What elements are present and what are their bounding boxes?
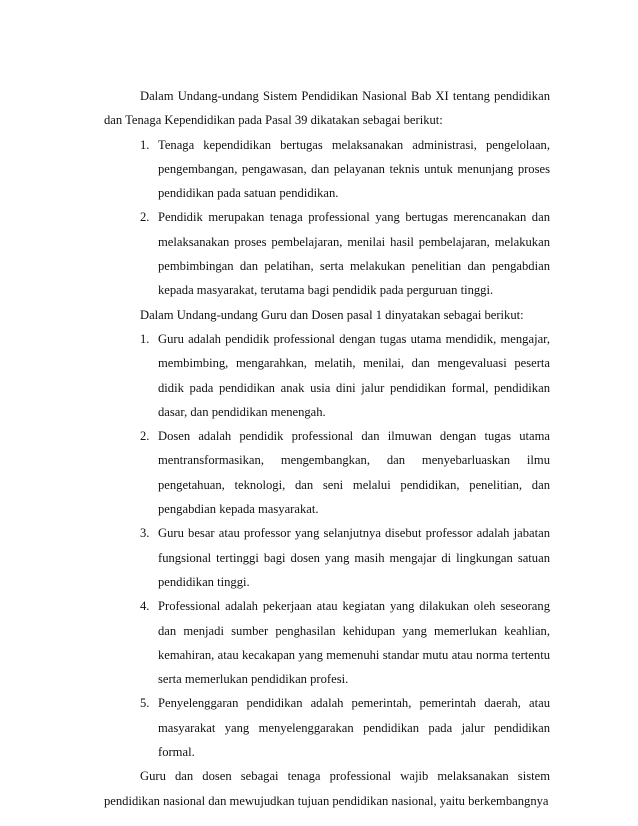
list-text: Professional adalah pekerjaan atau kegiatan yang dilakukan oleh seseorang dan menjadi sumber penghasilan kehidupan yang memerlukan keahlian, kemahiran, atau kecakapan yang memenuhi standar mutu atau norma tertentu serta memerlukan pendidikan profesi. bbox=[158, 599, 550, 687]
document-page bbox=[104, 84, 550, 813]
list-number: 1. bbox=[140, 137, 150, 152]
list-number: 2. bbox=[140, 210, 150, 225]
list-text: Guru besar atau professor yang selanjutnya disebut professor adalah jabatan fungsional tertinggi bagi dosen yang masih mengajar di lingkungan satuan pendidikan tinggi. bbox=[158, 526, 550, 589]
list-text: Pendidik merupakan tenaga professional yang bertugas merencanakan dan melaksanakan proses pembelajaran, menilai hasil pembelajaran, melakukan pembimbingan dan pelatihan, serta melakukan penelitian dan pengabdian kepada masyarakat, terutama bagi pendidik pada perguruan tinggi. bbox=[158, 210, 550, 298]
intro-paragraph-1: Dalam Undang-undang Sistem Pendidikan Nasional Bab XI tentang pendidikan dan Tenaga Kependidikan pada Pasal 39 dikatakan sebagai berikut: bbox=[104, 89, 550, 128]
list-number: 4. bbox=[140, 599, 150, 614]
list-item bbox=[104, 594, 550, 691]
list-text: Tenaga kependidikan bertugas melaksanakan administrasi, pengelolaan, pengembangan, pengawasan, dan pelayanan teknis untuk menunjang proses pendidikan pada satuan pendidikan. bbox=[158, 137, 550, 201]
tenaga-kependidikan-list bbox=[104, 133, 550, 303]
intro-paragraph-2: Dalam Undang-undang Guru dan Dosen pasal 1 dinyatakan sebagai berikut: bbox=[140, 307, 524, 322]
list-item bbox=[104, 521, 550, 594]
list-number: 3. bbox=[140, 526, 150, 541]
list-item bbox=[104, 691, 550, 764]
list-text: Guru adalah pendidik professional dengan tugas utama mendidik, mengajar, membimbing, mengarahkan, melatih, menilai, dan mengevaluasi peserta didik pada pendidikan anak usia dini jalur pendidikan formal, pendidikan dasar, dan pendidikan menengah. bbox=[158, 331, 550, 419]
list-item bbox=[104, 424, 550, 521]
list-number: 2. bbox=[140, 429, 150, 444]
list-item bbox=[104, 205, 550, 302]
list-text: Penyelenggaran pendidikan adalah pemerintah, pemerintah daerah, atau masyarakat yang menyelenggarakan pendidikan pada jalur pendidikan formal. bbox=[158, 696, 550, 760]
guru-dosen-list bbox=[104, 327, 550, 764]
list-text: Dosen adalah pendidik professional dan ilmuwan dengan tugas utama mentransformasikan, mengembangkan, dan menyebarluaskan ilmu pengetahuan, teknologi, dan seni melalui pendidikan, penelitian, dan pengabdian kepada masyarakat. bbox=[158, 429, 550, 517]
closing-paragraph: Guru dan dosen sebagai tenaga professional wajib melaksanakan sistem pendidikan nasional dan mewujudkan tujuan pendidikan nasional, yaitu berkembangnya bbox=[104, 769, 550, 808]
list-number: 1. bbox=[140, 331, 150, 346]
list-number: 5. bbox=[140, 696, 150, 711]
list-item bbox=[104, 133, 550, 206]
list-item bbox=[104, 327, 550, 424]
